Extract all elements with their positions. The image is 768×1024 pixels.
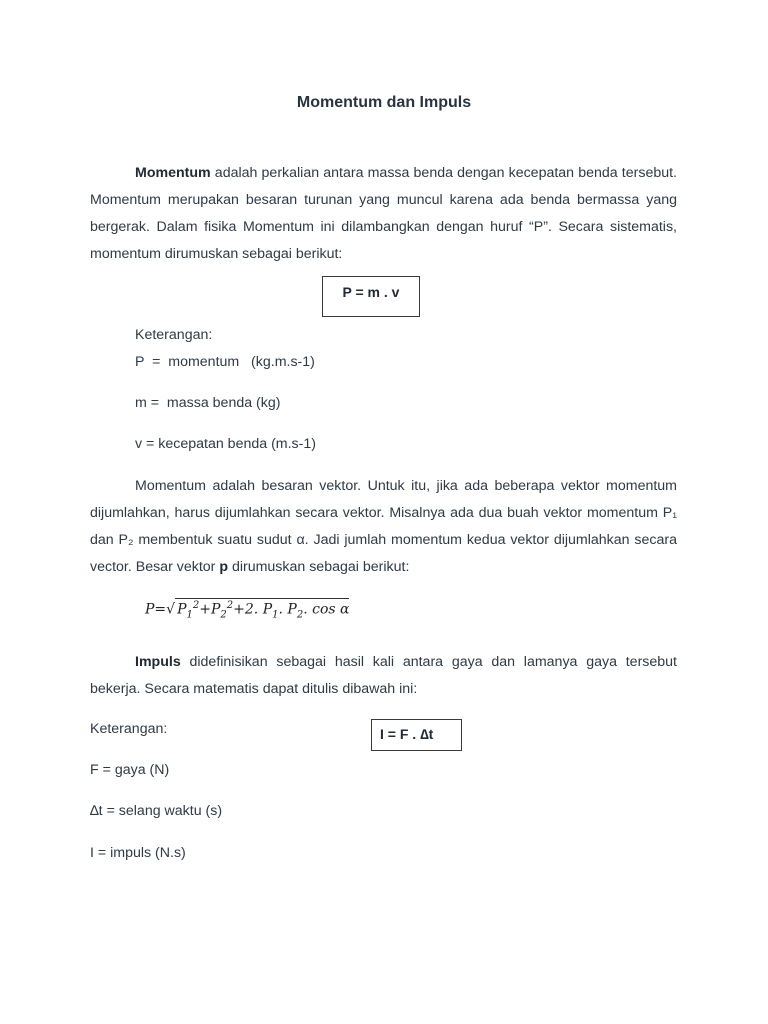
momentum-term: Momentum xyxy=(135,165,211,181)
vector-text-1: Momentum adalah besaran vektor. Untuk itu, jika ada beberapa vektor momentum dijumlahkan, harus dijumlahkan secara vektor. Misalnya ada dua buah vektor momentum P₁ dan P₂ membentuk suatu sudut α. Jadi jumlah momentum kedua vektor dijumlahkan secara vector. Besar vektor xyxy=(90,478,677,575)
eq-sup: 2 xyxy=(226,600,234,611)
impuls-text: didefinisikan sebagai hasil kali antara gaya dan lamanya gaya tersebut bekerja. Secara matematis dapat ditulis dibawah ini: xyxy=(90,654,677,697)
eq-term: . cos α xyxy=(303,601,350,618)
page-title: Momentum dan Impuls xyxy=(296,94,472,111)
eq-term: P xyxy=(210,601,221,618)
momentum-formula: P = m . v xyxy=(342,284,400,300)
impuls-formula-box xyxy=(371,719,462,751)
eq-lhs: P= xyxy=(145,601,167,618)
vector-equation xyxy=(145,598,349,620)
eq-term: + xyxy=(199,601,211,618)
impuls-formula: I = F . ∆t xyxy=(380,726,434,742)
momentum-def-v: v = kecepatan benda (m.s-1) xyxy=(135,436,316,452)
momentum-keterangan-label: Keterangan: xyxy=(135,327,213,343)
eq-sub: 2 xyxy=(296,609,304,621)
vector-paragraph xyxy=(90,473,677,581)
sqrt-sign: √ xyxy=(166,601,176,618)
vector-bold-p: p xyxy=(219,559,228,575)
impuls-def-f: F = gaya (N) xyxy=(90,762,170,778)
vector-text-2: dirumuskan sebagai berikut: xyxy=(228,559,410,575)
impuls-paragraph xyxy=(90,649,677,703)
eq-term: . P xyxy=(278,601,297,618)
sqrt-radicand xyxy=(175,598,349,620)
eq-sub: 1 xyxy=(186,609,193,621)
momentum-formula-box xyxy=(322,276,420,317)
momentum-def-m: m = massa benda (kg) xyxy=(135,395,281,411)
impuls-term: Impuls xyxy=(135,654,181,670)
eq-term: P xyxy=(177,601,187,618)
impuls-keterangan-label: Keterangan: xyxy=(90,721,168,737)
eq-sup: 2 xyxy=(192,600,200,611)
eq-sub: 2 xyxy=(220,609,227,621)
momentum-text: adalah perkalian antara massa benda dengan kecepatan benda tersebut. Momentum merupakan besaran turunan yang muncul karena ada benda bermassa yang bergerak. Dalam fisika Momentum ini dilambangkan dengan huruf “P”. Secara sistematis, momentum dirumuskan sebagai berikut: xyxy=(90,165,677,262)
momentum-def-p: P = momentum (kg.m.s-1) xyxy=(135,354,315,370)
eq-term: +2. P xyxy=(233,601,273,618)
impuls-def-i: I = impuls (N.s) xyxy=(90,845,186,861)
eq-sub: 1 xyxy=(272,609,279,621)
impuls-def-t: ∆t = selang waktu (s) xyxy=(90,803,223,819)
momentum-paragraph xyxy=(90,160,677,268)
